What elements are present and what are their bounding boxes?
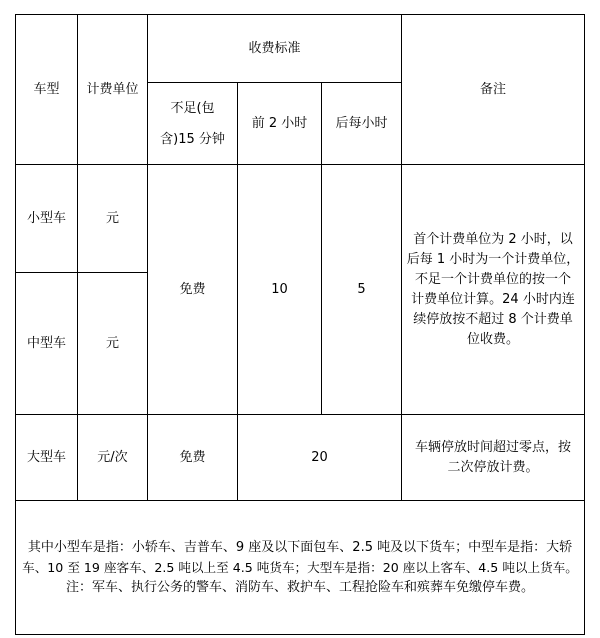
remark-line-2: 后每 1 小时为一个计费单位，: [406, 251, 580, 267]
row-small-type: 小型车: [16, 165, 78, 273]
header-unit: 计费单位: [78, 15, 148, 165]
fee-per-hour-after: 5: [322, 165, 402, 415]
footer-line-2: 车、10 至 19 座客车、2.5 吨以上至 4.5 吨货车；大型车是指：20 座以上客车、4.5 吨以上货车。: [22, 559, 578, 575]
header-under-15-line1: 不足(包: [170, 100, 215, 116]
header-per-hour-after: 后每小时: [322, 83, 402, 165]
fee-under-15-small-medium: 免费: [148, 165, 238, 415]
parking-fee-table: [15, 14, 585, 635]
large-remarks: [402, 415, 585, 501]
fee-large: 20: [238, 415, 402, 501]
row-medium-type: 中型车: [16, 273, 78, 415]
footer-notes: [16, 501, 585, 635]
fee-table-container: [15, 14, 585, 635]
large-remark-line-1: 车辆停放时间超过零点，按: [414, 439, 571, 455]
footer-line-1: 其中小型车是指：小轿车、吉普车、9 座及以下面包车、2.5 吨及以下货车；中型车是指：大轿: [27, 539, 573, 555]
remark-line-4: 计费单位计算。24 小时内连: [411, 291, 575, 307]
fee-first-2-hours: 10: [238, 165, 322, 415]
header-remarks: 备注: [402, 15, 585, 165]
large-remark-line-2: 二次停放计费。: [447, 459, 539, 475]
row-large-type: 大型车: [16, 415, 78, 501]
remark-line-3: 不足一个计费单位的按一个: [414, 271, 571, 287]
header-vehicle-type: 车型: [16, 15, 78, 165]
header-under-15-line2: 含)15 分钟: [160, 131, 225, 147]
header-first-2-hours: 前 2 小时: [238, 83, 322, 165]
remark-line-1: 首个计费单位为 2 小时，以: [413, 231, 573, 247]
row-small-unit: 元: [78, 165, 148, 273]
header-under-15-min: [148, 83, 238, 165]
remark-line-5: 续停放按不超过 8 个计费单: [413, 311, 573, 327]
small-medium-remarks: [402, 165, 585, 415]
header-fee-standard: 收费标准: [148, 15, 402, 83]
remark-line-6: 位收费。: [466, 331, 519, 347]
row-medium-unit: 元: [78, 273, 148, 415]
footer-line-3: 注：军车、执行公务的警车、消防车、救护车、工程抢险车和殡葬车免缴停车费。: [65, 579, 534, 595]
fee-under-15-large: 免费: [148, 415, 238, 501]
row-large-unit: 元/次: [78, 415, 148, 501]
